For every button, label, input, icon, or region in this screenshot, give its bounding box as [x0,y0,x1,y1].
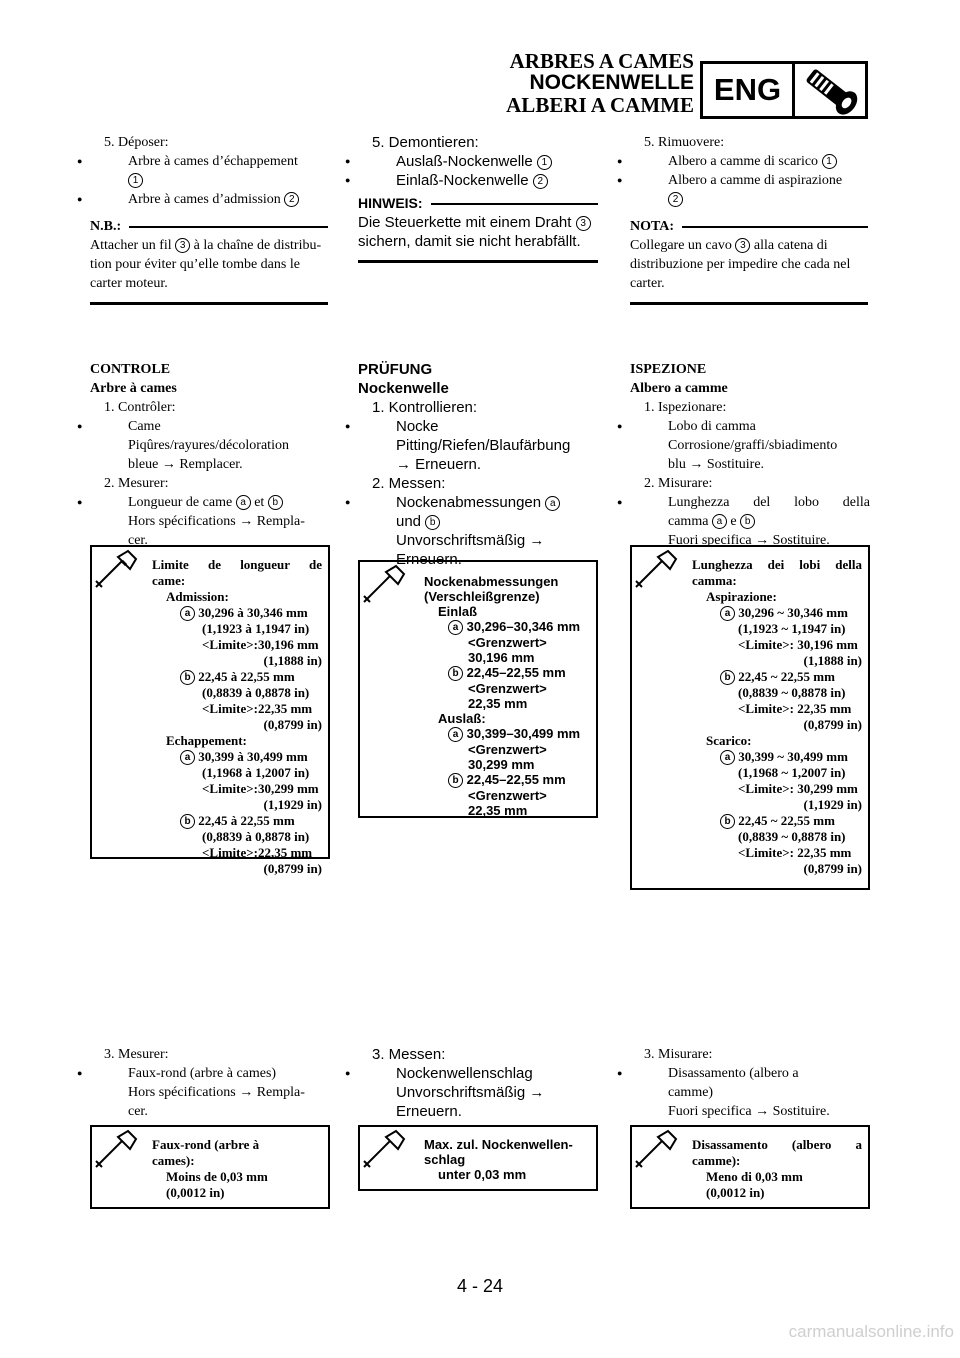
fr-spec-b: b 22,45 à 22,55 mm [152,669,322,685]
fr-spec-eb-limit-in: (0,8799 in) [263,861,322,876]
watermark: carmanualsonline.info [788,1322,954,1341]
fr-replace: cer. [128,533,148,548]
fr-note-text: Attacher un fil 3 à la chaîne de distribu- tion pour éviter qu’elle tombe dans le carter moteur. [90,238,322,291]
it-spec-intake: Aspirazione: [706,589,777,604]
de-item-und: und b [358,512,598,531]
fr-runout-title-2: cames): [152,1153,195,1168]
de-spec-eb-limit: 22,35 mm [468,803,528,818]
it-item-runout-2: camme) [668,1085,714,1100]
wrench-icon [360,562,408,610]
fr-spec-b-limit-in: (0,8799 in) [263,717,322,732]
it-item-cam-action: blu → Sostituire. [668,457,765,472]
it-runout-spec: Fuori specifica → Sostituire. [668,1104,830,1119]
eng-label: ENG [703,64,795,116]
it-step-1: 1. Ispezionare: [644,400,727,415]
it-spec-eb-in: (0,8839 ~ 0,8878 in) [738,829,846,844]
de-spec-title-2: (Verschleißgrenze) [424,589,540,604]
it-runout-value: Meno di 0,03 mm [706,1169,803,1184]
fr-camshaft-heading: Arbre à cames [90,381,177,396]
it-note-text: Collegare un cavo 3 alla catena di distribuzione per impedire che cada nel carter. [630,238,851,291]
fr-runout-value-in: (0,0012 in) [166,1185,225,1200]
it-spec-ea: a 30,399 ~ 30,499 mm [692,749,862,765]
de-out-of-spec: Unvorschriftsmäßig → [396,532,545,549]
fr-runout-block [90,1045,330,1121]
it-spec-eb: b 22,45 ~ 22,55 mm [692,813,862,829]
fr-step-3: 3. Mesurer: [104,1047,169,1062]
de-item-cam-dims: ● Nockenabmessungen a [358,493,598,512]
fr-spec-ea-in: (1,1968 à 1,2007 in) [202,765,310,780]
de-runout-value: unter 0,03 mm [438,1167,527,1182]
fr-item-exhaust: ● Arbre à cames d’échappement 1 [90,152,328,190]
it-runout-box [630,1125,870,1209]
de-inspect-heading: PRÜFUNG [358,361,433,378]
de-note-text: Die Steuerkette mit einem Draht 3 sichern, damit sie nicht herabfällt. [358,213,598,251]
it-note-rule [630,302,868,305]
it-camshaft-heading: Albero a camme [630,381,728,396]
de-note-heading: HINWEIS: [358,194,598,213]
fr-spec-eb-in: (0,8839 à 0,8878 in) [202,829,310,844]
page-number: 4 - 24 [456,1276,504,1296]
eng-badge [700,61,868,119]
fr-item-intake: ● Arbre à cames d’admission 2 [90,190,328,209]
de-step-3: 3. Messen: [372,1046,446,1063]
fr-spec-eb: b 22,45 à 22,55 mm [152,813,322,829]
it-spec-a-limit-in: (1,1888 in) [803,653,862,668]
de-step-1: 1. Kontrollieren: [372,399,478,416]
it-spec-a-limit: <Limite>: 30,196 mm [738,637,858,652]
fr-spec-b-in: (0,8839 à 0,8878 in) [202,685,310,700]
fr-spec-ea-limit-in: (1,1929 in) [263,797,322,812]
it-step-3: 3. Misurare: [644,1047,713,1062]
fr-inspect-heading: CONTROLE [90,362,171,377]
fr-out-of-spec: Hors spécifications → Rempla- [128,514,305,529]
fr-remove-block [90,133,328,305]
fr-step-5: 5. Déposer: [104,135,169,150]
de-item-exhaust: ● Auslaß-Nockenwelle 1 [358,152,598,171]
it-spec-title: Lunghezza dei lobi della [692,557,862,572]
it-step-5: 5. Rimuovere: [644,135,725,150]
it-spec-b-limit-in: (0,8799 in) [803,717,862,732]
it-spec-a-in: (1,1923 ~ 1,1947 in) [738,621,846,636]
de-camshaft-heading: Nockenwelle [358,380,449,397]
fr-spec-title-2: came: [152,573,186,588]
de-spec-b-limit: 22,35 mm [468,696,528,711]
de-spec-b-limit-label: <Grenzwert> [468,681,547,696]
it-item-cam-defects: Corrosione/graffi/sbiadimento [668,438,838,453]
de-item-cam: ● Nocke [358,417,598,436]
it-spec-ea-in: (1,1968 ~ 1,2007 in) [738,765,846,780]
de-runout-title: Max. zul. Nockenwellen- [424,1137,573,1152]
it-runout-block [630,1045,870,1121]
de-item-cam-defects: Pitting/Riefen/Blaufärbung [396,437,571,454]
fr-spec-title: Limite de longueur de [152,557,322,572]
de-runout-box [358,1125,598,1191]
de-runout-spec: Unvorschriftsmäßig → [396,1084,545,1101]
de-spec-a-limit-label: <Grenzwert> [468,635,547,650]
it-item-exhaust: ● Albero a camme di scarico 1 [630,152,868,171]
de-spec-exhaust: Auslaß: [438,711,486,726]
section-title-fr: ARBRES A CAMES [509,49,694,73]
it-spec-b-in: (0,8839 ~ 0,8878 in) [738,685,846,700]
fr-step-1: 1. Contrôler: [104,400,176,415]
de-spec-ea-limit: 30,299 mm [468,757,535,772]
de-spec-eb: b 22,45–22,55 mm [424,772,594,788]
de-spec-b: b 22,45–22,55 mm [424,665,594,681]
it-spec-eb-limit: <Limite>: 22,35 mm [738,845,852,860]
de-item-cam-action: → Erneuern. [396,456,482,473]
de-item-intake: ● Einlaß-Nockenwelle 2 [358,171,598,190]
fr-item-cam-length: ● Longueur de came a et b [90,493,330,512]
fr-item-cam: ● Came [90,417,330,436]
it-inspect-heading: ISPEZIONE [630,362,707,377]
de-item-runout: ● Nockenwellenschlag [358,1064,598,1083]
fr-spec-a-limit: <Limite>:30,196 mm [202,637,319,652]
it-spec-exhaust: Scarico: [706,733,752,748]
it-inspect-block [630,360,870,550]
fr-runout-spec: Hors spécifications → Rempla- [128,1085,305,1100]
wrench-icon [360,1127,408,1175]
fr-runout-title: Faux-rond (arbre à [152,1137,260,1152]
de-remove-block [358,133,598,263]
it-item-intake: ● Albero a camme di aspirazione 2 [630,171,868,209]
it-spec-b: b 22,45 ~ 22,55 mm [692,669,862,685]
de-runout-title-2: schlag [424,1152,466,1167]
fr-spec-ea-limit: <Limite>:30,299 mm [202,781,319,796]
it-runout-title: Disassamento (albero a [692,1137,862,1152]
it-remove-block [630,133,868,305]
it-step-2: 2. Misurare: [644,476,713,491]
it-out-of-spec: Fuori specifica → Sostituire. [668,533,830,548]
fr-runout-box [90,1125,330,1209]
de-spec-ea-limit-label: <Grenzwert> [468,742,547,757]
fr-spec-intake: Admission: [166,589,229,604]
it-item-cam-length: ● Lunghezza del lobo della [630,493,870,512]
de-inspect-block [358,360,598,569]
wrench-bolt-icon [795,64,865,116]
it-item-runout: ● Disassamento (albero a [630,1064,870,1083]
it-item-cam-length-2: camma a e b [630,512,870,531]
wrench-icon [632,1127,680,1175]
fr-spec-a-limit-in: (1,1888 in) [263,653,322,668]
de-spec-box [358,560,598,818]
it-runout-title-2: camme): [692,1153,741,1168]
wrench-icon [632,547,680,595]
fr-spec-ea: a 30,399 à 30,499 mm [152,749,322,765]
de-spec-a-limit: 30,196 mm [468,650,535,665]
de-runout-replace: Erneuern. [396,1103,462,1120]
de-spec-eb-limit-label: <Grenzwert> [468,788,547,803]
de-runout-block [358,1045,598,1121]
it-spec-box [630,545,870,890]
wrench-icon [92,1127,140,1175]
fr-item-cam-action: bleue → Remplacer. [128,457,243,472]
it-spec-ea-limit: <Limite>: 30,299 mm [738,781,858,796]
it-spec-title-2: camma: [692,573,737,588]
fr-spec-exhaust: Echappement: [166,733,247,748]
fr-step-2: 2. Mesurer: [104,476,169,491]
fr-inspect-block [90,360,330,550]
it-spec-ea-limit-in: (1,1929 in) [803,797,862,812]
fr-runout-value: Moins de 0,03 mm [166,1169,268,1184]
de-note-rule [358,260,598,263]
it-note-heading: NOTA: [630,217,868,236]
it-spec-eb-limit-in: (0,8799 in) [803,861,862,876]
section-title-it: ALBERI A CAMME [506,93,694,117]
de-step-2: 2. Messen: [372,475,446,492]
fr-item-cam-defects: Piqûres/rayures/décoloration [128,438,289,453]
it-spec-b-limit: <Limite>: 22,35 mm [738,701,852,716]
de-step-5: 5. Demontieren: [372,134,479,151]
it-spec-a: a 30,296 ~ 30,346 mm [692,605,862,621]
fr-spec-b-limit: <Limite>:22,35 mm [202,701,313,716]
section-title-de: NOCKENWELLE [529,71,694,94]
fr-spec-box [90,545,330,876]
de-spec-ea: a 30,399–30,499 mm [424,726,594,742]
de-spec-title: Nockenabmessungen [424,574,559,589]
fr-note-rule [90,302,328,305]
fr-spec-a: a 30,296 à 30,346 mm [152,605,322,621]
fr-spec-eb-limit: <Limite>:22,35 mm [202,845,313,860]
it-runout-value-in: (0,0012 in) [706,1185,765,1200]
de-spec-a: a 30,296–30,346 mm [424,619,594,635]
wrench-icon [92,547,140,595]
de-spec-intake: Einlaß [438,604,478,619]
it-item-cam: ● Lobo di camma [630,417,870,436]
fr-runout-replace: cer. [128,1104,148,1119]
fr-note-heading: N.B.: [90,217,328,236]
de-replace: Erneuern. [396,551,462,568]
fr-item-runout: ● Faux-rond (arbre à cames) [90,1064,330,1083]
fr-spec-a-in: (1,1923 à 1,1947 in) [202,621,310,636]
